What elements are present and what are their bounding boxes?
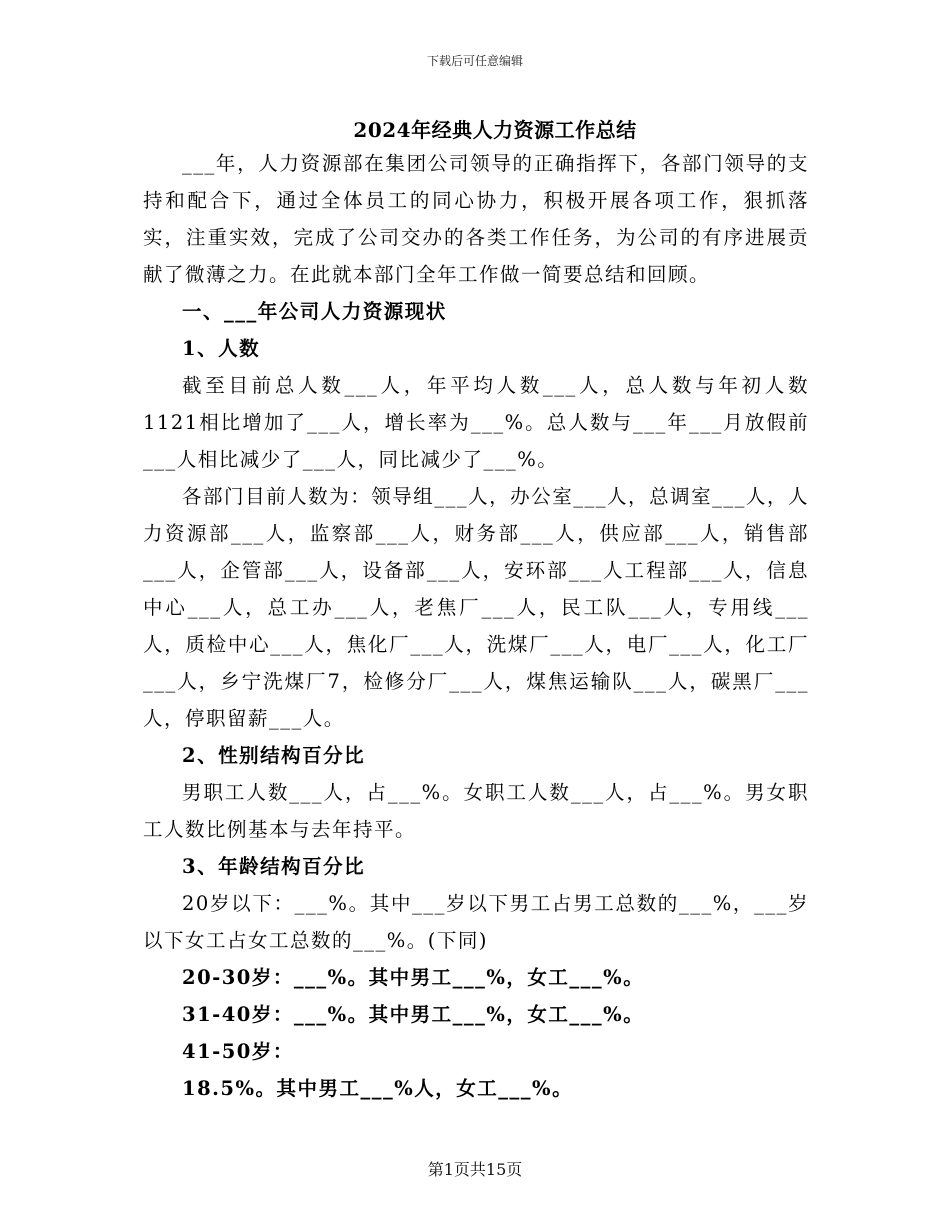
department-headcount-paragraph: 各部门目前人数为：领导组___人，办公室___人，总调室___人，人力资源部___人，监察部___人，财务部___人，供应部___人，销售部___人，企管部___人，设备部___人，安环部___人工程部___人，信息中心___人，总工办___人，老焦厂___人，民工队___人，专用线___人，质检中心___人，焦化厂___人，洗煤厂___人，电厂___人，化工厂___人，乡宁洗煤厂7，检修分厂___人，煤焦运输队___人，碳黑厂___人，停职留薪___人。 (143, 485, 809, 730)
section-heading-1: 一、___年公司人力资源现状 (182, 300, 447, 323)
age-31-40-line: 31-40岁：___%。其中男工___%，女工___%。 (182, 1003, 645, 1026)
subheading-age: 3、年龄结构百分比 (182, 855, 366, 878)
age-41-50-value-line: 18.5%。其中男工___%人，女工___%。 (182, 1077, 574, 1100)
page-footer: 第1页共15页 (427, 1160, 523, 1179)
subheading-headcount: 1、人数 (182, 337, 261, 360)
document-body (143, 145, 809, 1107)
intro-paragraph: ___年，人力资源部在集团公司领导的正确指挥下，各部门领导的支持和配合下，通过全体员工的同心协力，积极开展各项工作，狠抓落实，注重实效，完成了公司交办的各类工作任务，为公司的有序进展贡献了微薄之力。在此就本部门全年工作做一简要总结和回顾。 (143, 152, 809, 286)
gender-paragraph: 男职工人数___人，占___%。女职工人数___人，占___%。男女职工人数比例基本与去年持平。 (143, 781, 809, 841)
headcount-paragraph: 截至目前总人数___人，年平均人数___人，总人数与年初人数1121相比增加了___人，增长率为___%。总人数与___年___月放假前___人相比减少了___人，同比减少了___%。 (143, 374, 809, 471)
header-note: 下载后可任意编辑 (426, 54, 523, 68)
age-41-50-line: 41-50岁： (182, 1040, 294, 1063)
document-title: 2024年经典人力资源工作总结 (353, 118, 637, 142)
age-20-30-line: 20-30岁：___%。其中男工___%，女工___%。 (182, 966, 645, 989)
age-under-20-paragraph: 20岁以下：___%。其中___岁以下男工占男工总数的___%，___岁以下女工占女工总数的___%。(下同) (143, 892, 809, 952)
subheading-gender: 2、性别结构百分比 (182, 744, 366, 767)
